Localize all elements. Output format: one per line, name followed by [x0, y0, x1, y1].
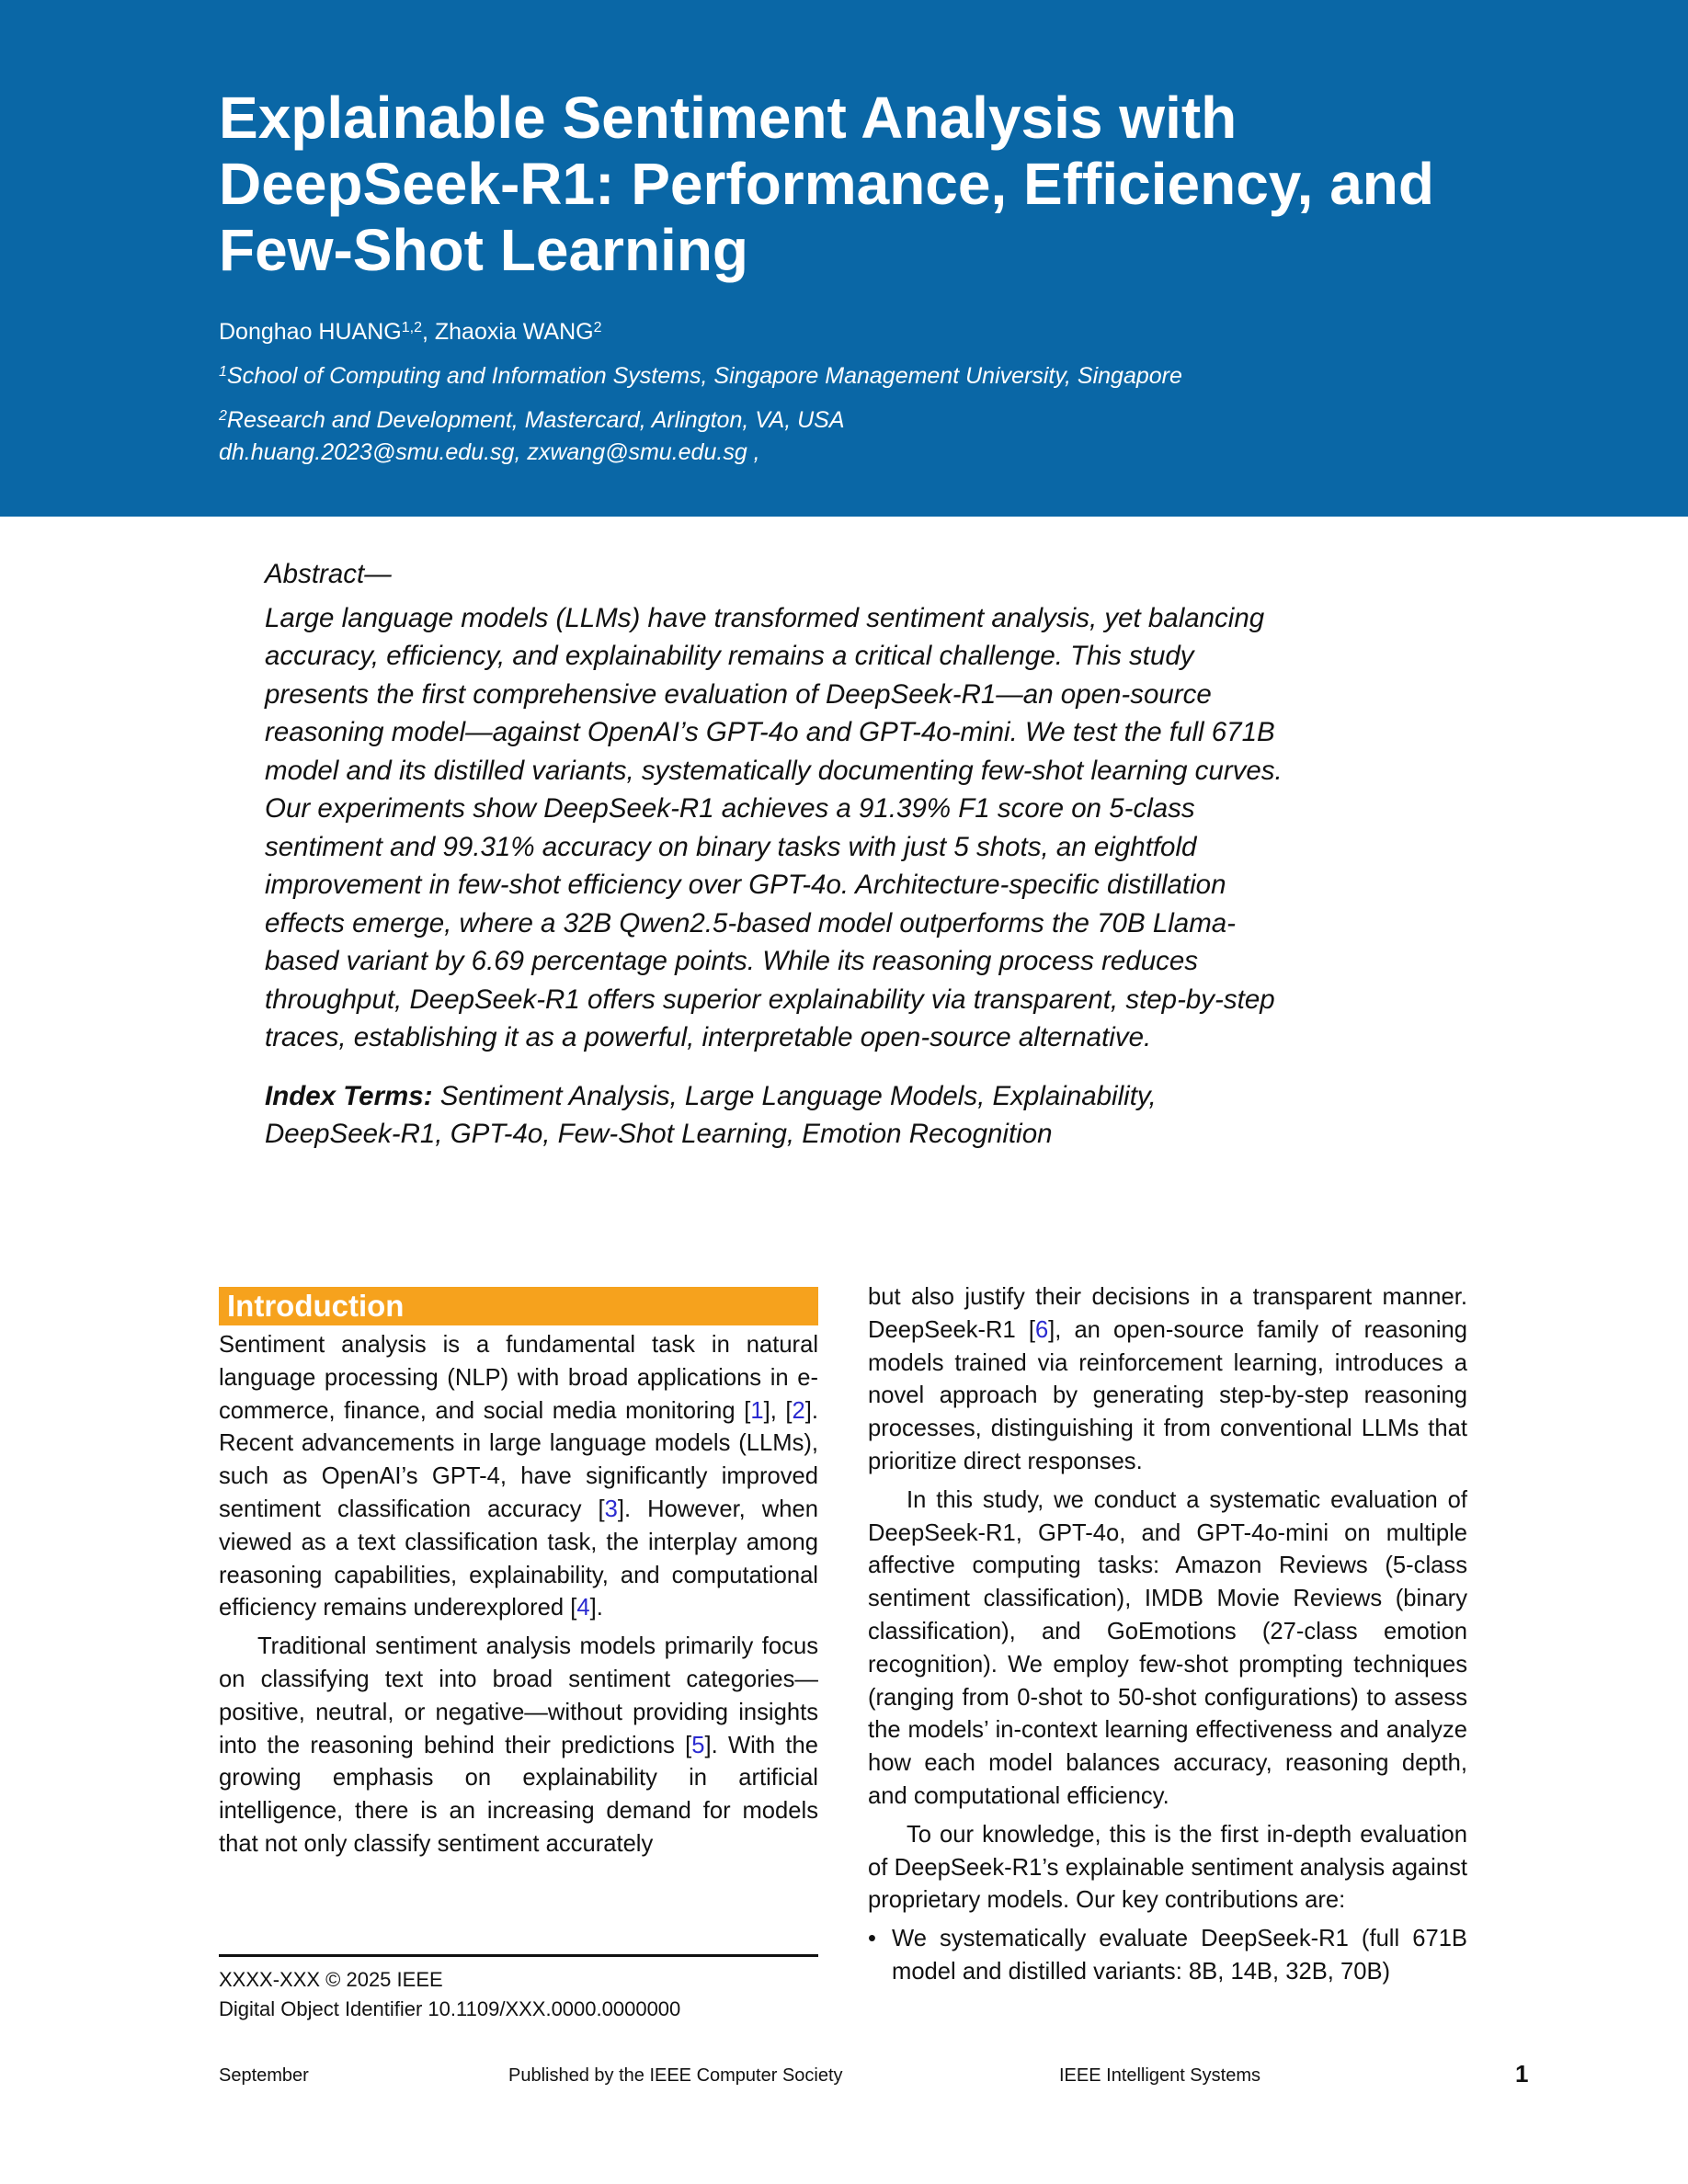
index-terms-label: Index Terms: — [265, 1080, 433, 1111]
intro-paragraph-3 — [868, 1281, 1467, 1479]
section-heading-introduction: Introduction — [219, 1287, 818, 1325]
footer-month: September — [219, 2065, 309, 2086]
intro-paragraph-2 — [219, 1631, 818, 1861]
affiliation-text: School of Computing and Information Systems, Singapore Management University, Singapore — [226, 363, 1182, 389]
footer-journal: IEEE Intelligent Systems — [1059, 2065, 1260, 2086]
bullet-icon: • — [868, 1926, 876, 1952]
affiliation-mark: 2 — [219, 408, 227, 424]
intro-paragraph-5 — [868, 1819, 1467, 1917]
citation-link[interactable]: 4 — [576, 1595, 590, 1621]
paragraph-text: Sentiment analysis is a fundamental task in natural language processing (NLP) with broad applications in e-commerce, finance, and social media monitoring [ — [219, 1332, 818, 1424]
index-terms — [265, 1077, 1285, 1154]
right-column — [868, 1281, 1467, 1989]
paragraph-text: ]. — [589, 1595, 603, 1621]
author-affiliation-mark: 1,2 — [401, 320, 422, 336]
author-affiliation-mark: 2 — [593, 320, 602, 336]
citation-link[interactable]: 3 — [604, 1496, 618, 1522]
page-number: 1 — [1515, 2060, 1529, 2087]
affiliation-text: Research and Development, Mastercard, Arlington, VA, USA — [226, 407, 845, 433]
author-list — [219, 316, 602, 347]
paragraph-text: but also justify their decisions in a transparent manner. DeepSeek-R1 [ — [868, 1284, 1467, 1343]
citation-link[interactable]: 1 — [750, 1397, 764, 1424]
author-separator: , — [421, 319, 435, 345]
paragraph-text: ], an open-source family of reasoning models trained via reinforcement learning, introduces a novel approach by generating step-by-step reasoning processes, distinguishing it from conventional LLMs that prioritize direct responses. — [868, 1316, 1467, 1474]
copyright-line: XXXX-XXX © 2025 IEEE — [219, 1968, 443, 1991]
abstract-label: Abstract— — [265, 559, 392, 589]
intro-paragraph-4 — [868, 1484, 1467, 1814]
author-name: Zhaoxia WANG — [434, 319, 594, 345]
affiliation-mark: 1 — [219, 364, 227, 380]
paragraph-text: To our knowledge, this is the first in-depth evaluation of DeepSeek-R1’s explainable sentiment analysis against proprietary models. Our key contributions are: — [868, 1821, 1467, 1914]
left-column — [219, 1287, 818, 1867]
paragraph-text: In this study, we conduct a systematic evaluation of DeepSeek-R1, GPT-4o, and GPT-4o-mini on multiple affective computing tasks: Amazon Reviews (5-class sentiment classification), IMDB Movie Reviews (binary classification), and GoEmotions (27-class emotion recognition). We employ few-shot prompting techniques (ranging from 0-shot to 50-shot configurations) to assess the models’ in-context learning effectiveness and analyze how each model balances accuracy, reasoning depth, and computational efficiency. — [868, 1486, 1467, 1809]
footer-publisher: Published by the IEEE Computer Society — [508, 2065, 843, 2086]
author-emails[interactable]: dh.huang.2023@smu.edu.sg, zxwang@smu.edu.sg , — [219, 439, 760, 465]
affiliation-2 — [219, 404, 845, 436]
contribution-list-item — [868, 1923, 1467, 1989]
title-banner — [0, 0, 1688, 517]
copyright-footnote — [219, 1965, 680, 2024]
index-terms-text: Sentiment Analysis, Large Language Models, Explainability, DeepSeek-R1, GPT-4o, Few-Shot Learning, Emotion Recognition — [265, 1080, 1157, 1149]
abstract-text: Large language models (LLMs) have transformed sentiment analysis, yet balancing accuracy, efficiency, and explainability remains a critical challenge. This study presents the first comprehensive evaluation of DeepSeek-R1—an open-source reasoning model—against OpenAI’s GPT-4o and GPT-4o-mini. We test the full 671B model and its distilled variants, systematically documenting few-shot learning curves. Our experiments show DeepSeek-R1 achieves a 91.39% F1 score on 5-class sentiment and 99.31% accuracy on binary tasks with just 5 shots, an eightfold improvement in few-shot efficiency over GPT-4o. Architecture-specific distillation effects emerge, where a 32B Qwen2.5-based model outperforms the 70B Llama-based variant by 6.69 percentage points. While its reasoning process reduces throughput, DeepSeek-R1 offers superior explainability via transparent, step-by-step traces, establishing it as a powerful, interpretable open-source alternative. — [265, 602, 1283, 1052]
paragraph-text: ]. However, when viewed as a text classification task, the interplay among reasoning capabilities, explainability, and computational efficiency remains underexplored [ — [219, 1496, 818, 1621]
intro-paragraph-1 — [219, 1329, 818, 1625]
citation-link[interactable]: 6 — [1034, 1316, 1049, 1343]
paper-title: Explainable Sentiment Analysis with DeepSeek-R1: Performance, Efficiency, and Few-Shot Learning — [219, 85, 1434, 283]
paragraph-text: Traditional sentiment analysis models primarily focus on classifying text into broad sentiment categories—positive, neutral, or negative—without providing insights into the reasoning behind their predictions [ — [219, 1633, 818, 1758]
citation-link[interactable]: 5 — [691, 1732, 705, 1758]
citation-link[interactable]: 2 — [792, 1397, 805, 1424]
abstract-block — [265, 555, 1285, 1154]
paragraph-text: ]. Recent advancements in large language models (LLMs), such as OpenAI’s GPT-4, have significantly improved sentiment classification accuracy [ — [219, 1397, 818, 1522]
paragraph-text: ]. With the growing emphasis on explainability in artificial intelligence, there is an increasing demand for models that not only classify sentiment accurately — [219, 1732, 818, 1857]
footnote-divider — [219, 1954, 818, 1957]
paragraph-text: ], [ — [763, 1397, 793, 1424]
author-name: Donghao HUANG — [219, 319, 402, 345]
doi-line: Digital Object Identifier 10.1109/XXX.0000.0000000 — [219, 1997, 681, 2020]
affiliation-1 — [219, 360, 1182, 392]
contribution-text: We systematically evaluate DeepSeek-R1 (full 671B model and distilled variants: 8B, 14B, 32B, 70B) — [892, 1926, 1467, 1985]
